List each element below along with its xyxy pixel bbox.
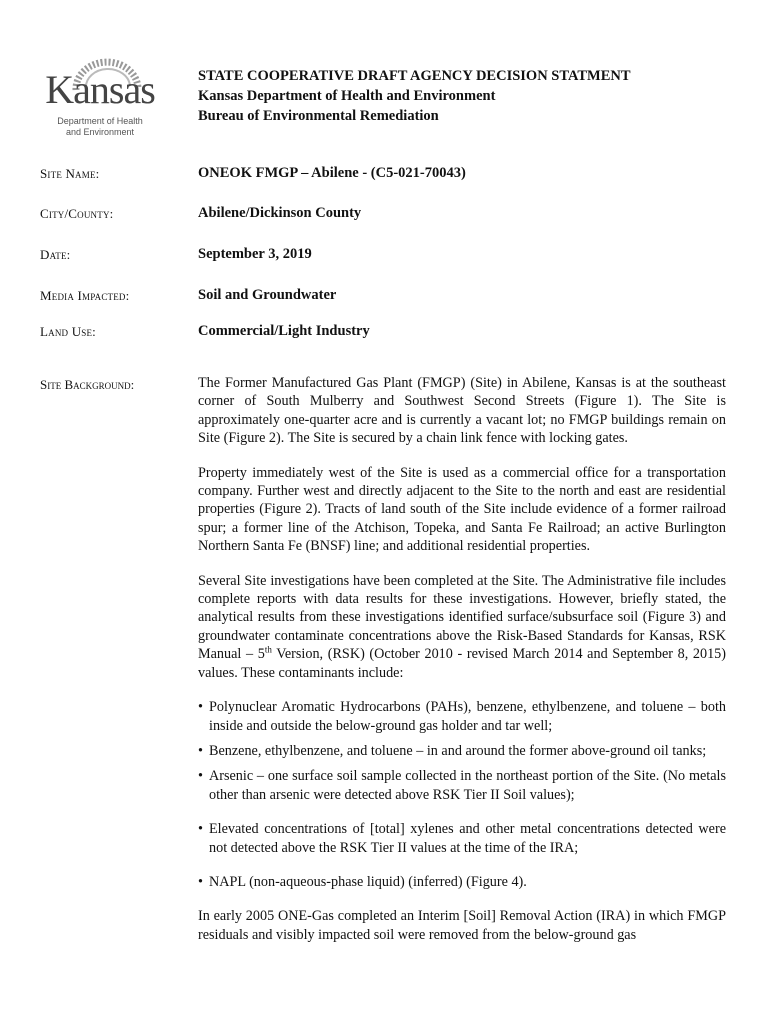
logo-subtitle-line2: and Environment — [65, 127, 135, 137]
list-item — [198, 873, 726, 891]
city-county-row — [40, 206, 740, 228]
list-item — [198, 698, 726, 735]
bullet-icon: • — [198, 873, 203, 890]
logo-subtitle-line1: Department of Health — [57, 116, 143, 126]
paragraph: Property immediately west of the Site is used as a commercial office for a transportation company. Further west and directly adjacent to the Site to the north and east are residential properties (Figure 2). Tracts of land south of the Site include evidence of a former railroad spur; a former line of the Atchison, Topeka, and Santa Fe Railroad; an active Burlington Northern Santa Fe (BNSF) line; and additional residential properties. — [198, 464, 726, 555]
list-item — [198, 820, 726, 857]
land-use-label: Land Use: — [40, 324, 96, 339]
list-item — [198, 742, 726, 760]
site-name-value: ONEOK FMGP – Abilene - (C5-021-70043) — [198, 165, 466, 181]
site-background-text — [198, 374, 726, 960]
date-row — [40, 247, 740, 269]
kdhe-logo — [40, 58, 160, 143]
city-county-value: Abilene/Dickinson County — [198, 205, 362, 221]
media-impacted-label: Media Impacted: — [40, 288, 130, 303]
date-label: Date: — [40, 247, 71, 262]
contaminant-list — [198, 698, 726, 891]
document-title: STATE COOPERATIVE DRAFT AGENCY DECISION STATMENT — [198, 68, 631, 84]
media-impacted-value: Soil and Groundwater — [198, 287, 337, 303]
land-use-value: Commercial/Light Industry — [198, 323, 370, 339]
site-name-row — [40, 166, 740, 188]
bullet-icon: • — [198, 768, 203, 785]
list-item-text: Polynuclear Aromatic Hydrocarbons (PAHs), benzene, ethylbenzene, and toluene – both inside and outside the below-ground gas holder and tar well; — [209, 699, 726, 734]
paragraph: In early 2005 ONE-Gas completed an Interim [Soil] Removal Action (IRA) in which FMGP residuals and visibly impacted soil were removed from the below-ground gas — [198, 908, 726, 943]
paragraph-text: Version, (RSK) (October 2010 - revised March 2014 and September 8, 2015) values. These contaminants include: — [198, 646, 726, 681]
document-header — [198, 66, 738, 126]
paragraph-text: Several Site investigations have been completed at the Site. The Administrative file includes complete reports with data results for these investigations. However, briefly stated, the analytical results from these investigations identified surface/subsurface soil (Figure 3) and groundwater contaminate concentrations above the Risk-Based Standards for Kansas, RSK Manual – 5 — [198, 572, 726, 663]
land-use-row — [40, 324, 740, 346]
logo-subtitle — [40, 116, 160, 138]
paragraph — [198, 572, 726, 682]
list-item-text: Elevated concentrations of [total] xylenes and other metal concentrations detected were not detected above the RSK Tier II values at the time of the IRA; — [209, 821, 726, 856]
bullet-icon: • — [198, 742, 203, 759]
bullet-icon: • — [198, 699, 203, 716]
bullet-icon: • — [198, 821, 203, 838]
bureau-name: Bureau of Environmental Remediation — [198, 108, 439, 124]
list-item-text: Benzene, ethylbenzene, and toluene – in and around the former above-ground oil tanks; — [209, 742, 707, 759]
logo-wordmark: Kansas — [45, 67, 155, 112]
media-impacted-row — [40, 288, 740, 310]
site-name-label: Site Name: — [40, 166, 100, 181]
list-item — [198, 767, 726, 804]
city-county-label: City/County: — [40, 206, 114, 221]
list-item-text: Arsenic – one surface soil sample collected in the northeast portion of the Site. (No metals other than arsenic were detected above RSK Tier II Soil values); — [209, 768, 726, 803]
superscript: th — [264, 644, 272, 655]
agency-name: Kansas Department of Health and Environment — [198, 88, 496, 104]
site-background-label: Site Background: — [40, 377, 135, 392]
list-item-text: NAPL (non-aqueous-phase liquid) (inferred) (Figure 4). — [209, 873, 527, 890]
paragraph: The Former Manufactured Gas Plant (FMGP) (Site) in Abilene, Kansas is at the southeast corner of South Mulberry and Southwest Second Streets (Figure 1). The Site is approximately one-quarter acre and is currently a vacant lot; no FMGP buildings remain on Site (Figure 2). The Site is secured by a chain link fence with locking gates. — [198, 375, 726, 447]
date-value: September 3, 2019 — [198, 246, 312, 262]
